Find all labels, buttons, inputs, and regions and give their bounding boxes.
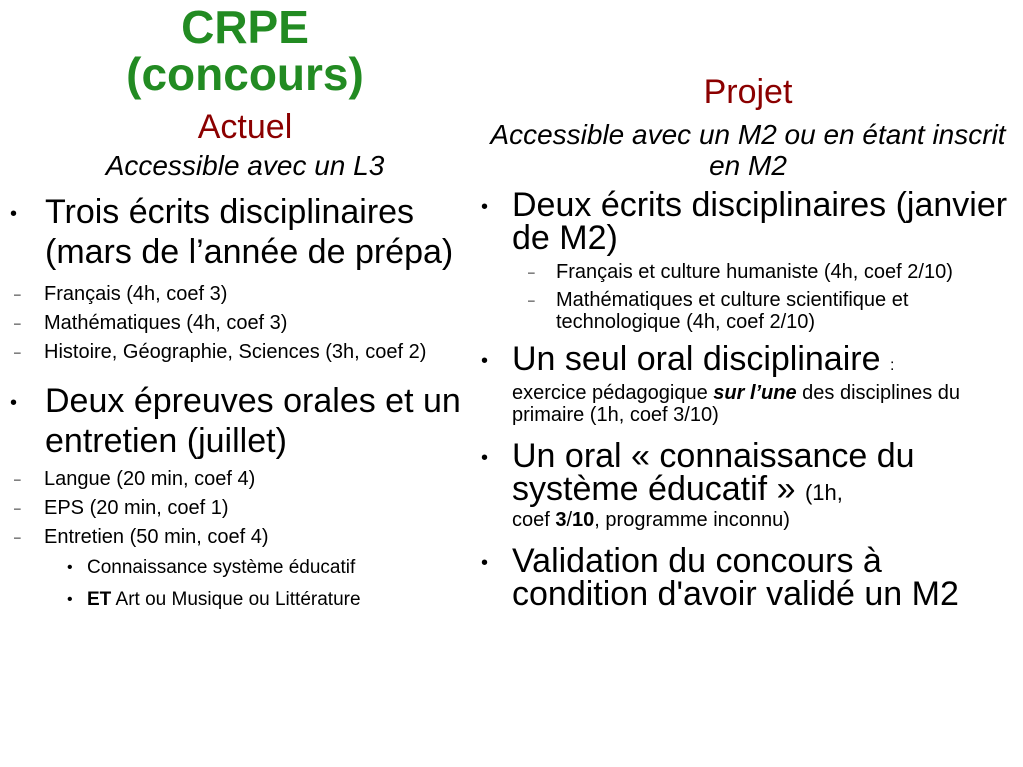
dash-icon: – <box>14 345 21 359</box>
bullet-icon: • <box>67 559 73 576</box>
right-item-3-rest-a: coef <box>512 509 556 531</box>
left-sub-1-3-text: Histoire, Géographie, Sciences (3h, coef 2) <box>44 341 427 363</box>
right-item-1-text: Deux écrits disciplinaires (janvier de M2) <box>512 186 1008 257</box>
left-item-1-text: Trois écrits disciplinaires (mars de l’année de prépa) <box>45 193 454 271</box>
dash-icon: – <box>14 287 21 301</box>
right-item-3 <box>478 437 1018 531</box>
right-item-2-head <box>512 340 1018 382</box>
left-sub-1-3 <box>0 338 480 367</box>
right-sub-1-1 <box>478 261 1018 283</box>
bullet-icon: • <box>481 196 489 218</box>
dash-icon: – <box>14 472 21 486</box>
right-item-3-detail <box>512 509 1018 531</box>
right-item-2-bold: sur l’une <box>713 382 797 404</box>
left-item-2 <box>0 381 480 616</box>
dash-icon: – <box>14 316 21 330</box>
left-list <box>0 192 480 616</box>
right-item-2-detail <box>512 382 1018 426</box>
left-item-2-text: Deux épreuves orales et un entretien (juillet) <box>45 382 461 460</box>
right-item-4 <box>478 542 1018 613</box>
title-line-2: (concours) <box>126 48 364 100</box>
dash-icon: – <box>528 293 535 307</box>
right-sub-1-1-text: Français et culture humaniste (4h, coef 2/10) <box>556 261 953 283</box>
right-item-2 <box>478 340 1018 426</box>
left-subsub-1-text: Connaissance système éducatif <box>87 557 356 578</box>
right-item-3-bold-a: 3 <box>555 509 567 531</box>
left-sub-2-2 <box>0 494 480 523</box>
right-item-2-rest-b: des disciplines du primaire (1h, coef 3/10) <box>512 382 961 426</box>
left-column <box>0 0 480 616</box>
right-access: Accessible avec un M2 ou en étant inscrit en M2 <box>490 119 1006 181</box>
title-line-1: CRPE <box>181 1 309 53</box>
left-sub-2-1-text: Langue (20 min, coef 4) <box>44 468 256 490</box>
right-item-3-text: Un oral « connaissance du système éducatif » <box>512 437 915 508</box>
right-list <box>478 186 1018 613</box>
left-subsub-2 <box>0 584 480 616</box>
right-item-1 <box>478 186 1018 333</box>
right-sub-1-2-text: Mathématiques et culture scientifique et technologique (4h, coef 2/10) <box>556 289 909 333</box>
left-sub-1-1 <box>0 280 480 309</box>
bullet-icon: • <box>481 350 489 372</box>
bullet-icon: • <box>10 203 18 225</box>
right-item-2-colon: : <box>889 357 895 374</box>
left-sub-2-2-text: EPS (20 min, coef 1) <box>44 497 229 519</box>
right-column <box>478 0 1018 611</box>
right-item-3-slash: / <box>566 509 573 531</box>
right-item-3-head <box>512 437 1018 509</box>
right-item-2-rest-a: exercice pédagogique <box>512 382 714 404</box>
left-access: Accessible avec un L3 <box>105 150 385 181</box>
dash-icon: – <box>14 501 21 515</box>
right-item-4-text: Validation du concours à condition d'avoir validé un M2 <box>512 542 959 613</box>
bullet-icon: • <box>481 447 489 469</box>
left-sub-2-3 <box>0 523 480 552</box>
right-item-3-rest-b: , programme inconnu) <box>594 509 790 531</box>
left-subsub-2-text: Art ou Musique ou Littérature <box>115 589 361 610</box>
right-item-2-text: Un seul oral disciplinaire <box>512 340 881 378</box>
left-subsub-1 <box>0 552 480 584</box>
left-subtitle: Actuel <box>197 108 293 146</box>
dash-icon: – <box>528 265 535 279</box>
dash-icon: – <box>14 530 21 544</box>
left-sub-1-2 <box>0 309 480 338</box>
left-sub-2-1 <box>0 465 480 494</box>
bullet-icon: • <box>10 392 18 414</box>
left-sub-2-3-text: Entretien (50 min, coef 4) <box>44 526 269 548</box>
right-item-3-paren: (1h, <box>804 480 843 505</box>
left-sub-1-1-text: Français (4h, coef 3) <box>44 283 228 305</box>
bullet-icon: • <box>481 552 489 574</box>
left-subsub-2-bold: ET <box>87 589 112 610</box>
right-sub-1-2 <box>478 289 1018 333</box>
bullet-icon: • <box>67 591 73 608</box>
right-item-3-bold-b: 10 <box>572 509 595 531</box>
right-subtitle: Projet <box>703 73 793 111</box>
main-title <box>0 0 490 98</box>
left-sub-1-2-text: Mathématiques (4h, coef 3) <box>44 312 288 334</box>
left-item-1 <box>0 192 480 367</box>
